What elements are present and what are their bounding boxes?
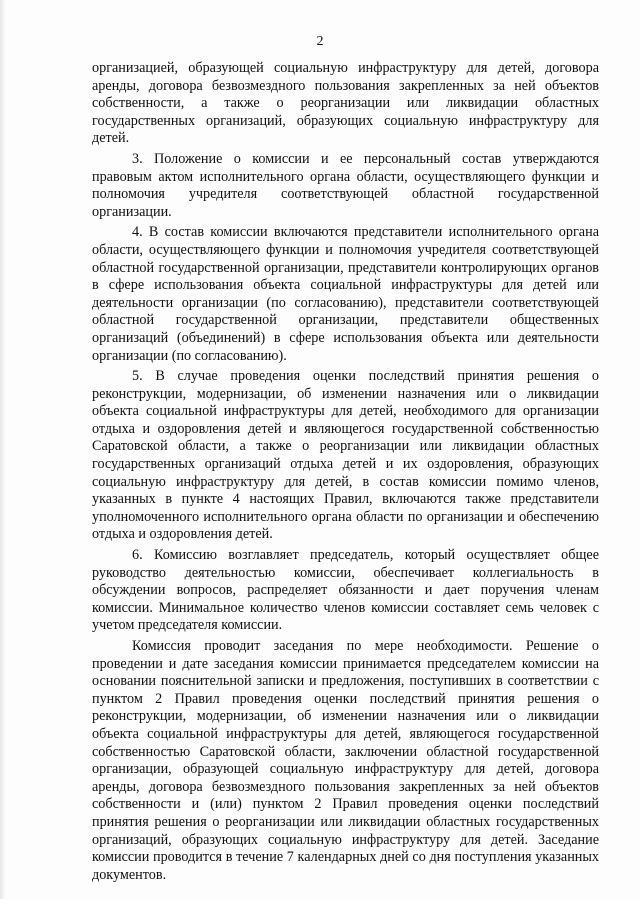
- scan-edge-shadow: [0, 0, 6, 899]
- paragraph-continuation: организацией, образующей социальную инфраструктуру для детей, договора аренды, договора безвозмездного пользования закрепленных за ней объектов собственности, а также о реорганизации или ликвидации областных государственных организаций, образующих социальную инфраструктуру для детей.: [92, 60, 599, 147]
- paragraph-item-3: 3. Положение о комиссии и ее персональный состав утверждаются правовым актом исполнительного органа области, осуществляющего функции и полномочия учредителя соответствующей областной государственной организации.: [92, 150, 599, 220]
- page-number: 2: [316, 34, 324, 49]
- document-body: [92, 60, 599, 887]
- paragraph-item-6: 6. Комиссию возглавляет председатель, который осуществляет общее руководство деятельностью комиссии, обеспечивает коллегиальность в обсуждении вопросов, распределяет обязанности и дает поручения членам комиссии. Минимальное количество членов комиссии составляет семь человек с учетом председателя комиссии.: [92, 547, 599, 634]
- paragraph-item-5: 5. В случае проведения оценки последствий принятия решения о реконструкции, модернизации, об изменении назначения или о ликвидации объекта социальной инфраструктуры для детей, необходимого для организации отдыха и оздоровления детей и являющегося государственной собственностью Саратовской области, а также о реорганизации или ликвидации областных государственных организаций отдыха детей и их оздоровления, образующих социальную инфраструктуру для детей, в состав комиссии помимо членов, указанных в пункте 4 настоящих Правил, включаются также представители уполномоченного исполнительного органа области по организации и обеспечению отдыха и оздоровления детей.: [92, 368, 599, 543]
- paragraph-item-4: 4. В состав комиссии включаются представители исполнительного органа области, осуществляющего функции и полномочия учредителя соответствующей областной государственной организации, представители контролирующих органов в сфере использования объекта социальной инфраструктуры для детей или деятельности организации (по согласованию), представители соответствующей областной государственной организации, представители общественных организаций (объединений) в сфере использования объекта или деятельности организации (по согласованию).: [92, 224, 599, 364]
- paragraph-meetings: Комиссия проводит заседания по мере необходимости. Решение о проведении и дате заседания комиссии принимается председателем комиссии на основании пояснительной записки и предложения, поступивших в соответствии с пунктом 2 Правил проведения оценки последствий принятия решения о реконструкции, модернизации, об изменении назначения или о ликвидации объекта социальной инфраструктуры для детей, являющегося государственной собственностью Саратовской области, заключении областной государственной организации, образующей социальную инфраструктуру для детей, договора аренды, договора безвозмездного пользования закрепленных за ней объектов собственности и (или) пунктом 2 Правил проведения оценки последствий принятия решения о реорганизации или ликвидации областных государственных организаций, образующих социальную инфраструктуру для детей. Заседание комиссии проводится в течение 7 календарных дней со дня поступления указанных документов.: [92, 638, 599, 883]
